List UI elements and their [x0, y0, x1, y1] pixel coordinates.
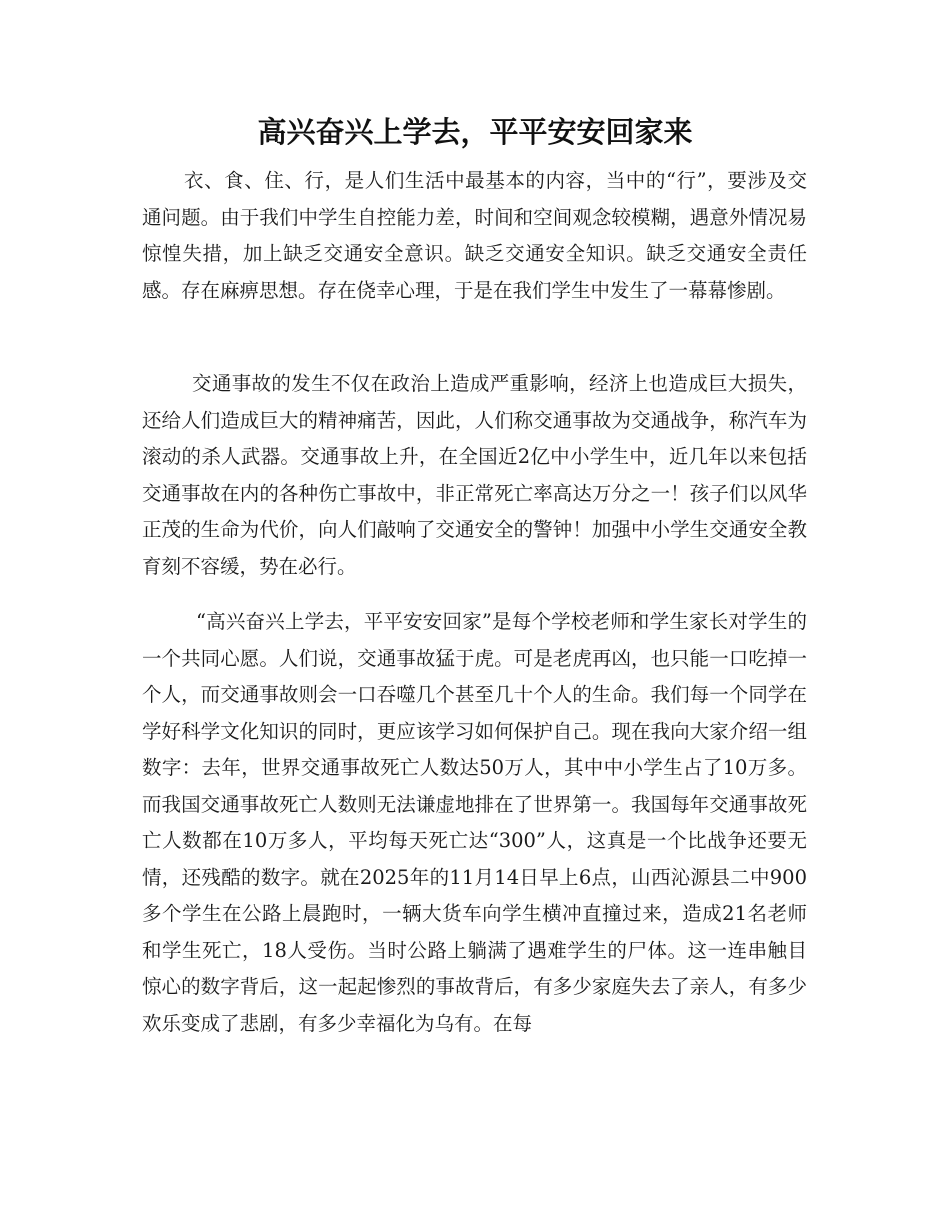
paragraph-1: 衣、食、住、行，是人们生活中最基本的内容，当中的“行”，要涉及交通问题。由于我们中学生自控能力差，时间和空间观念较模糊，遇意外情况易惊惶失措，加上缺乏交通安全意识。缺乏交通安全知识。缺乏交通安全责任感。存在麻痹思想。存在侥幸心理，于是在我们学生中发生了一幕幕惨剧。	[142, 169, 807, 302]
paragraph-2: 交通事故的发生不仅在政治上造成严重影响，经济上也造成巨大损失，还给人们造成巨大的精神痛苦，因此，人们称交通事故为交通战争，称汽车为滚动的杀人武器。交通事故上升，在全国近2亿中小学生中，近几年以来包括交通事故在内的各种伤亡事故中，非正常死亡率高达万分之一！孩子们以风华正茂的生命为代价，向人们敲响了交通安全的警钟！加强中小学生交通安全教育刻不容缓，势在必行。	[142, 372, 807, 578]
document-title: 高兴奋兴上学去，平平安安回家来	[257, 115, 693, 149]
paragraph-3: “高兴奋兴上学去，平平安安回家”是每个学校老师和学生家长对学生的一个共同心愿。人们说，交通事故猛于虎。可是老虎再凶，也只能一口吃掉一个人，而交通事故则会一口吞噬几个甚至几十个人的生命。我们每一个同学在学好科学文化知识的同时，更应该学习如何保护自己。现在我向大家介绍一组数字：去年，世界交通事故死亡人数达50万人，其中中小学生占了10万多。而我国交通事故死亡人数则无法谦虚地排在了世界第一。我国每年交通事故死亡人数都在10万多人，平均每天死亡达“300”人，这真是一个比战争还要无情，还残酷的数字。就在2025年的11月14日早上6点，山西沁源县二中900多个学生在公路上晨跑时，一辆大货车向学生横冲直撞过来，造成21名老师和学生死亡，18人受伤。当时公路上躺满了遇难学生的尸体。这一连串触目惊心的数字背后，这一起起惨烈的事故背后，有多少家庭失去了亲人，有多少欢乐变成了悲剧，有多少幸福化为乌有。在每	[142, 610, 807, 1035]
